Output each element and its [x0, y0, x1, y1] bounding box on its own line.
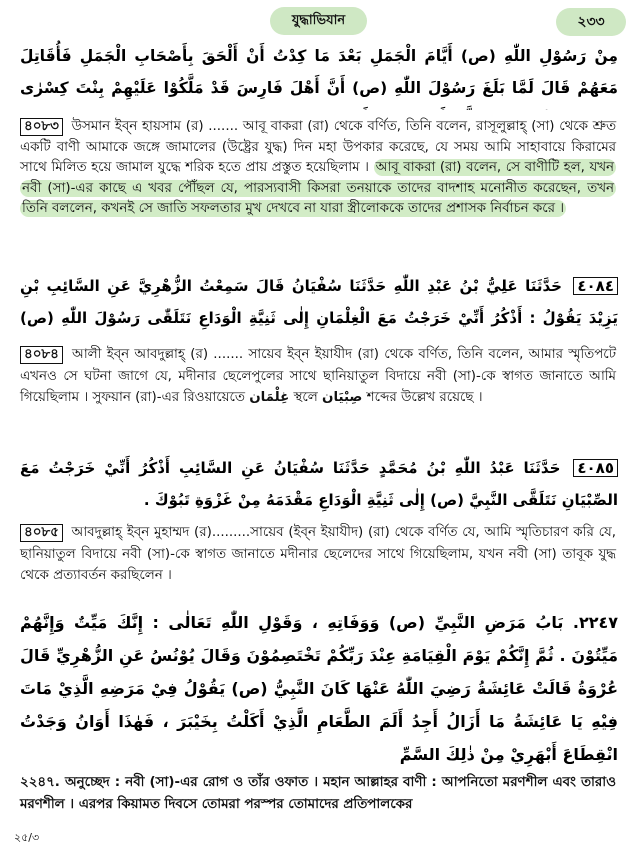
hadith-number-box: ৪০৮৫: [20, 524, 63, 542]
hadith-text: আবদুল্লাহ্ ইব্‌ন মুহাম্মদ (র).........সায়েব (ইব্‌ন ইয়াযীদ) (রা) থেকে বর্ণিত যে, আমি স্মৃতিচারণ করি যে, ছানিয়াতুল বিদায়ে নবী (সা)-কে স্বাগত জানাতে মদীনার ছেলেদের সাথে গিয়েছিলাম, যখন নবী (সা) তাবূক যুদ্ধ থেকে প্রত্যাবর্তন করছিলেন ।: [20, 525, 616, 583]
chapter-2247-bengali: [20, 772, 616, 820]
footer-mark: ২৫/৩: [14, 832, 40, 844]
arabic-text: بَابُ مَرَضِ النَّبِيِّ (ص) وَوَفَاتِهِ ، وَقَوْلِ اللّٰهِ تَعَالٰى : إِنَّكَ مَيِّتٌ وَإِنَّهُمْ مَيِّتُوْنَ . ثُمَّ إِنَّكُمْ يَوْمَ الْقِيَامَةِ عِنْدَ رَبِّكُمْ تَخْتَصِمُوْنَ وَقَالَ يُوْنُسُ عَنِ الزُّهْرِيِّ قَالَ عُرْوَةُ قَالَتْ عَائِشَةُ رَضِيَ اللّٰهُ عَنْهَا كَانَ النَّبِيُّ (ص) يَقُوْلُ فِيْ مَرَضِهِ الَّذِيْ مَاتَ فِيْهِ يَا عَائِشَةُ مَا أَزَالُ أَجِدُ أَلَمَ الطَّعَامِ الَّذِيْ أَكَلْتُ بِخَيْبَرَ ، فَهٰذَا أَوَانُ وَجَدْتُ انْقِطَاعَ أَبْهَرِيْ مِنْ ذٰلِكَ السَّمِّ: [20, 613, 618, 764]
chapter-2247-arabic: ٢٢٤٧. بَابُ مَرَضِ النَّبِيِّ (ص) وَوَفَاتِهِ ، وَقَوْلِ اللّٰهِ تَعَالٰى : إِنَّكَ مَيِّتٌ وَإِنَّهُمْ مَيِّتُوْنَ . ثُمَّ إِنَّكُمْ يَوْمَ الْقِيَامَةِ عِنْدَ رَبِّكُمْ تَخْتَصِمُوْنَ وَقَالَ يُوْنُسُ عَنِ الزُّهْرِيِّ قَالَ عُرْوَةُ قَالَتْ عَائِشَةُ رَضِيَ اللّٰهُ عَنْهَا كَانَ النَّبِيُّ (ص) يَقُوْلُ فِيْ مَرَضِهِ الَّذِيْ مَاتَ فِيْهِ يَا عَائِشَةُ مَا أَزَالُ أَجِدُ أَلَمَ الطَّعَامِ الَّذِيْ أَكَلْتُ بِخَيْبَرَ ، فَهٰذَا أَوَانُ وَجَدْتُ انْقِطَاعَ أَبْهَرِيْ مِنْ ذٰلِكَ السَّمِّ: [20, 613, 618, 764]
arabic-text: مِنْ رَسُوْلِ اللّٰهِ (ص) أَيَّامَ الْجَمَلِ بَعْدَ مَا كِدْتُ أَنْ أَلْحَقَ بِأَصْحَابِ الْجَمَلِ فَأُقَاتِلَ مَعَهُمْ قَالَ لَمَّا بَلَغَ رَسُوْلَ اللّٰهِ (ص) أَنَّ أَهْلَ فَارِسَ قَدْ مَلَّكُوْا عَلَيْهِمْ بِنْتَ كِسْرٰى: [20, 47, 618, 97]
hadith-4085-bengali: [20, 522, 616, 594]
hadith-text: উসমান ইব্‌ন হায়সাম (র) ....... আবূ বাকরা (রা) থেকে বর্ণিত, তিনি বলেন, রাসূলুল্লাহ্ (সা) থেকে শ্রুত একটি বাণী আমাকে জঙ্গে জামালের (উষ্ট্রের যুদ্ধ) দিন মহা উপকার করেছে, যে সময় আমি সাহাবায়ে কিরামের সাথে মিলিত হয়ে জামাল যুদ্ধে শরিক হতে প্রায় প্রস্তুত হয়েছিলাম ।: [20, 119, 616, 176]
arabic-text: حَدَّثَنَا عَلِيُّ بْنُ عَبْدِ اللّٰهِ حَدَّثَنَا سُفْيَانُ قَالَ سَمِعْتُ الزُّهْرِيَّ عَنِ السَّائِبِ بْنِ يَزِيْدَ يَقُوْلُ : أَذْكُرُ أَنِّيْ خَرَجْتُ مَعَ الْغِلْمَانِ إِلٰى ثَنِيَّةِ الْوَدَاعِ نَتَلَقّٰى رَسُوْلَ اللّٰهِ (ص): [20, 277, 618, 327]
hadith-number-box: ٤٠٨٥: [573, 459, 618, 477]
hadith-number-box: ৪০৮৩: [20, 118, 63, 136]
hadith-text: আলী ইব্‌ন আবদুল্লাহ্ (র) ....... সায়েব ইব্‌ন ইয়াযীদ (রা) থেকে বর্ণিত, তিনি বলেন, আমার স্মৃতিপটে এখনও সে ঘটনা জাগে যে, মদীনার ছেলেপুলের সাথে ছানিয়াতুল বিদায়ে নবী (সা)-কে স্বাগত জানাতে আমি গিয়েছিলাম । সুফয়ান (রা)-এর রিওয়ায়েতে: [20, 347, 616, 405]
hadith-text: শব্দের উল্লেখ রয়েছে ।: [366, 390, 483, 405]
chapter-text: অনুচ্ছেদ : নবী (সা)-এর রোগ ও তাঁর ওফাত । মহান আল্লাহর বাণী : আপনিতো মরণশীল এবং তারাও মরণশীল । এরপর কিয়ামত দিবসে তোমরা পরস্পর তোমাদের প্রতিপালকের: [20, 775, 616, 812]
hadith-number-box: ٤٠٨٤: [573, 277, 618, 295]
page-number: ২৩৩: [556, 8, 626, 36]
hadith-4083-bengali: [20, 117, 616, 259]
arabic-text: حَدَّثَنَا عَبْدُ اللّٰهِ بْنُ مُحَمَّدٍ حَدَّثَنَا سُفْيَانُ عَنِ السَّائِبِ أَذْكُرُ أَنِّيْ خَرَجْتُ مَعَ الصِّبْيَانِ نَتَلَقَّى النَّبِيَّ (ص) إِلٰى ثَنِيَّةِ الْوَدَاعِ مَقْدَمَهُ مِنْ غَزْوَةِ تَبُوْكَ .: [20, 459, 618, 509]
chapter-number: ٢٢٤٧: [578, 613, 618, 632]
chapter-number: ২২৪৭.: [20, 775, 60, 790]
highlighted-text: আবূ বাকরা (রা) বলেন, সে বাণীটি হল, যখন নবী (সা)-এর কাছে এ খবর পৌঁছল যে, পারস্যবাসী কিসরা তনয়াকে তাদের বাদশাহ মনোনীত করেছেন, তখন তিনি বললেন, কখনই সে জাতি সফলতার মুখ দেখবে না যারা স্ত্রীলোককে তাদের প্রশাসক নির্বাচন করে ।: [22, 160, 614, 217]
hadith-4085-arabic: [20, 452, 618, 520]
hadith-4084-bengali: [20, 344, 616, 440]
arabic-word: غِلْمَان: [249, 390, 290, 405]
hadith-4084-arabic: [20, 270, 618, 340]
hadith-text: স্থলে: [293, 390, 318, 405]
chapter-title: যুদ্ধাভিযান: [270, 7, 367, 35]
hadith-4083-arabic-end: [20, 40, 618, 110]
arabic-word: صِبْيَان: [322, 390, 363, 405]
hadith-number-box: ৪০৮৪: [20, 346, 63, 364]
